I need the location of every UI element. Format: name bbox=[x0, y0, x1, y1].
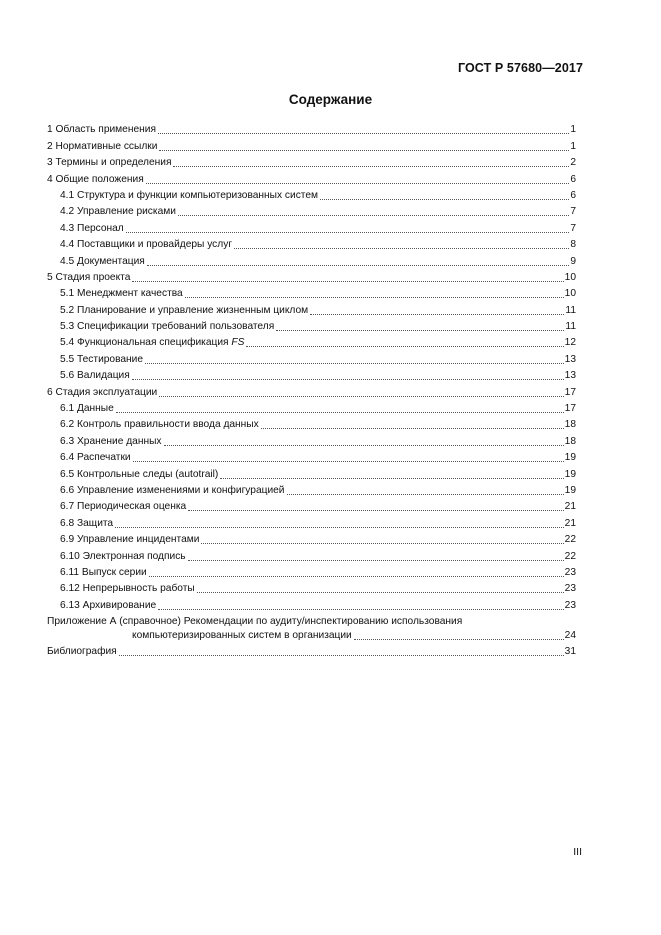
toc-entry bbox=[47, 366, 576, 382]
toc-entry-title: 3 Термины и определения bbox=[47, 157, 172, 169]
toc-entry-page: 18 bbox=[564, 435, 576, 447]
toc-entry bbox=[47, 268, 576, 284]
toc-entry-title: 6.3 Хранение данных bbox=[60, 435, 162, 447]
toc-entry-title: 5.3 Спецификации требований пользователя bbox=[60, 321, 275, 333]
toc-bibliography-entry bbox=[47, 642, 576, 658]
toc-entry-title: 5.4 Функциональная спецификация FS bbox=[60, 337, 245, 349]
toc-leader-dots bbox=[149, 576, 564, 577]
toc-entry-page: 11 bbox=[565, 304, 576, 316]
toc-entry bbox=[47, 202, 576, 218]
toc-entry-page: 10 bbox=[564, 288, 576, 300]
table-of-contents bbox=[47, 120, 576, 658]
toc-entry-page: 6 bbox=[570, 173, 576, 185]
toc-entry-title: 6.4 Распечатки bbox=[60, 452, 131, 464]
toc-entry-title: 4.1 Структура и функции компьютеризованных систем bbox=[60, 189, 319, 201]
toc-leader-dots bbox=[173, 166, 569, 167]
toc-entry-page: 13 bbox=[564, 353, 576, 365]
toc-leader-dots bbox=[132, 379, 564, 380]
toc-entry-title: 1 Область применения bbox=[47, 124, 156, 136]
toc-entry bbox=[47, 448, 576, 464]
toc-entry-title: 6.2 Контроль правильности ввода данных bbox=[60, 419, 259, 431]
toc-entry-title: 6 Стадия эксплуатации bbox=[47, 386, 158, 398]
toc-entry-page: 13 bbox=[564, 370, 576, 382]
toc-entry-title: 4.4 Поставщики и провайдеры услуг bbox=[60, 239, 233, 251]
toc-entry-title: 6.11 Выпуск серии bbox=[60, 566, 147, 578]
toc-entry bbox=[47, 333, 576, 349]
toc-entry-title: 6.7 Периодическая оценка bbox=[60, 501, 187, 513]
toc-entry-title: 6.1 Данные bbox=[60, 403, 114, 415]
toc-leader-dots bbox=[188, 560, 564, 561]
toc-entry-title: 4 Общие положения bbox=[47, 173, 144, 185]
toc-leader-dots bbox=[276, 330, 564, 331]
toc-entry-page: 18 bbox=[564, 419, 576, 431]
toc-title: Содержание bbox=[288, 92, 373, 107]
toc-entry-title: 6.8 Защита bbox=[60, 517, 114, 529]
toc-leader-dots bbox=[164, 445, 564, 446]
toc-entry-title: 4.5 Документация bbox=[60, 255, 145, 267]
toc-entry-page: 31 bbox=[564, 646, 576, 658]
toc-entry-page: 24 bbox=[564, 629, 576, 641]
toc-entry-page: 2 bbox=[570, 157, 576, 169]
toc-leader-dots bbox=[185, 297, 564, 298]
document-code: ГОСТ Р 57680—2017 bbox=[457, 61, 583, 75]
toc-leader-dots bbox=[147, 265, 570, 266]
toc-appendix-line2: компьютеризированных систем в организации bbox=[132, 629, 352, 641]
toc-leader-dots bbox=[159, 396, 563, 397]
toc-entry bbox=[47, 579, 576, 595]
toc-entry bbox=[47, 169, 576, 185]
toc-entry bbox=[47, 349, 576, 365]
toc-entry bbox=[47, 136, 576, 152]
toc-entry-title: 5.2 Планирование и управление жизненным циклом bbox=[60, 304, 309, 316]
toc-entry-title: 6.9 Управление инцидентами bbox=[60, 534, 200, 546]
toc-entry-page: 21 bbox=[564, 501, 576, 513]
toc-entry bbox=[47, 415, 576, 431]
toc-entry bbox=[47, 530, 576, 546]
toc-entry bbox=[47, 481, 576, 497]
toc-appendix-line1: Приложение А (справочное) Рекомендации по аудиту/инспектированию использования bbox=[47, 615, 463, 627]
toc-entry-page: 17 bbox=[564, 386, 576, 398]
toc-entry bbox=[47, 464, 576, 480]
toc-entry-page: 8 bbox=[570, 239, 576, 251]
toc-leader-dots bbox=[132, 281, 563, 282]
toc-entry-page: 17 bbox=[564, 403, 576, 415]
toc-entry bbox=[47, 153, 576, 169]
toc-entry bbox=[47, 317, 576, 333]
toc-leader-dots bbox=[115, 527, 564, 528]
toc-entry-title: 4.3 Персонал bbox=[60, 222, 124, 234]
toc-entry-page: 1 bbox=[570, 140, 576, 152]
toc-entry-page: 6 bbox=[570, 189, 576, 201]
toc-leader-dots bbox=[158, 133, 569, 134]
toc-entry-title: 6.13 Архивирование bbox=[60, 599, 157, 611]
toc-entry-page: 22 bbox=[564, 550, 576, 562]
toc-entry-page: 12 bbox=[564, 337, 576, 349]
toc-entry-page: 19 bbox=[564, 452, 576, 464]
toc-leader-dots bbox=[188, 510, 563, 511]
toc-entry-page: 7 bbox=[570, 206, 576, 218]
toc-entry-page: 7 bbox=[570, 222, 576, 234]
toc-leader-dots bbox=[220, 478, 563, 479]
toc-leader-dots bbox=[145, 363, 564, 364]
toc-leader-dots bbox=[146, 183, 570, 184]
toc-entry-title: 5.6 Валидация bbox=[60, 370, 130, 382]
toc-entry-page: 23 bbox=[564, 566, 576, 578]
toc-entry-page: 21 bbox=[564, 517, 576, 529]
toc-entry-title: 6.10 Электронная подпись bbox=[60, 550, 186, 562]
toc-entry bbox=[47, 546, 576, 562]
toc-entry-page: 19 bbox=[564, 468, 576, 480]
toc-entry-title: 5.5 Тестирование bbox=[60, 353, 144, 365]
toc-leader-dots bbox=[159, 150, 569, 151]
toc-leader-dots bbox=[310, 314, 564, 315]
toc-entry bbox=[47, 513, 576, 529]
toc-entry-title: 4.2 Управление рисками bbox=[60, 206, 176, 218]
toc-leader-dots bbox=[126, 232, 570, 233]
toc-entry-title: 2 Нормативные ссылки bbox=[47, 140, 158, 152]
toc-leader-dots bbox=[158, 609, 563, 610]
toc-leader-dots bbox=[201, 543, 563, 544]
toc-entry bbox=[47, 399, 576, 415]
toc-entry-page: 23 bbox=[564, 599, 576, 611]
toc-entry bbox=[47, 595, 576, 611]
toc-leader-dots bbox=[234, 248, 569, 249]
toc-entry-page: 19 bbox=[564, 484, 576, 496]
toc-entry-title: Библиография bbox=[47, 646, 117, 658]
toc-entry-page: 22 bbox=[564, 534, 576, 546]
toc-entry bbox=[47, 251, 576, 267]
toc-entry bbox=[47, 284, 576, 300]
toc-entry-title: 5.1 Менеджмент качества bbox=[60, 288, 183, 300]
toc-entry bbox=[47, 382, 576, 398]
toc-entry-title: 6.6 Управление изменениями и конфигурацией bbox=[60, 484, 285, 496]
toc-entry-page: 10 bbox=[564, 271, 576, 283]
toc-leader-dots bbox=[246, 346, 563, 347]
toc-leader-dots bbox=[178, 215, 569, 216]
toc-entry bbox=[47, 120, 576, 136]
toc-entry bbox=[47, 235, 576, 251]
toc-appendix-entry bbox=[47, 612, 576, 642]
toc-entry-page: 9 bbox=[570, 255, 576, 267]
toc-entry bbox=[47, 218, 576, 234]
toc-entry-page: 1 bbox=[570, 124, 576, 136]
toc-entry bbox=[47, 497, 576, 513]
toc-entry-title: 6.5 Контрольные следы (autotrail) bbox=[60, 468, 219, 480]
toc-entry bbox=[47, 300, 576, 316]
toc-leader-dots bbox=[197, 592, 564, 593]
toc-entry-title: 6.12 Непрерывность работы bbox=[60, 583, 195, 595]
toc-leader-dots bbox=[133, 461, 564, 462]
toc-entry bbox=[47, 186, 576, 202]
toc-leader-dots bbox=[119, 655, 564, 656]
page-number: III bbox=[573, 846, 582, 858]
toc-leader-dots bbox=[116, 412, 564, 413]
toc-leader-dots bbox=[261, 428, 564, 429]
toc-entry bbox=[47, 431, 576, 447]
toc-entry-page: 23 bbox=[564, 583, 576, 595]
toc-entry bbox=[47, 563, 576, 579]
toc-leader-dots bbox=[287, 494, 564, 495]
toc-entry-title: 5 Стадия проекта bbox=[47, 271, 131, 283]
toc-leader-dots bbox=[320, 199, 569, 200]
toc-leader-dots bbox=[354, 639, 564, 640]
toc-entry-page: 11 bbox=[565, 321, 576, 333]
